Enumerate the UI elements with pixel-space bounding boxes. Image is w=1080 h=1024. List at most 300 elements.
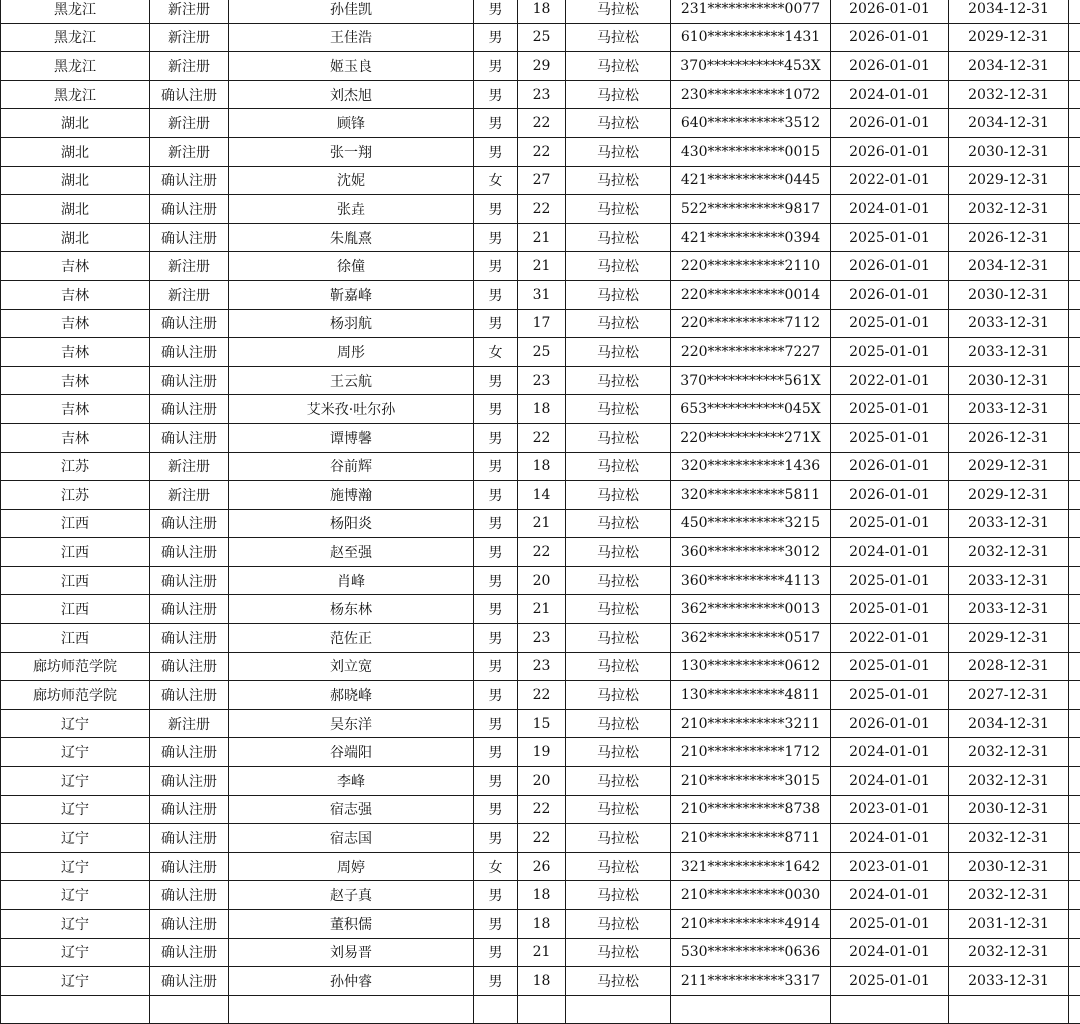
table-row	[1, 709, 1080, 738]
start-date-cell: 2024-01-01	[831, 824, 949, 853]
event-cell: 马拉松	[566, 738, 671, 767]
age-cell: 20	[518, 767, 566, 796]
age-cell: 22	[518, 795, 566, 824]
id-number-cell: 231***********0077	[671, 0, 831, 23]
extra-column-cell	[1069, 109, 1080, 138]
extra-column-cell	[1069, 452, 1080, 481]
id-number-cell: 130***********0612	[671, 652, 831, 681]
age-cell: 18	[518, 967, 566, 996]
id-number-cell: 320***********1436	[671, 452, 831, 481]
event-cell: 马拉松	[566, 824, 671, 853]
start-date-cell: 2026-01-01	[831, 137, 949, 166]
id-number-cell: 210***********4914	[671, 910, 831, 939]
age-cell: 15	[518, 709, 566, 738]
end-date-cell: 2030-12-31	[949, 137, 1069, 166]
start-date-cell: 2025-01-01	[831, 910, 949, 939]
id-number-cell: 640***********3512	[671, 109, 831, 138]
registration-type-cell: 新注册	[150, 709, 229, 738]
start-date-cell: 2026-01-01	[831, 252, 949, 281]
name-cell: 范佐正	[229, 624, 474, 653]
id-number-cell: 210***********8711	[671, 824, 831, 853]
registration-type-cell: 新注册	[150, 109, 229, 138]
registration-type-cell: 确认注册	[150, 938, 229, 967]
end-date-cell: 2034-12-31	[949, 252, 1069, 281]
extra-column-cell	[1069, 681, 1080, 710]
event-cell: 马拉松	[566, 195, 671, 224]
start-date-cell: 2024-01-01	[831, 80, 949, 109]
gender-cell: 男	[474, 481, 518, 510]
name-cell: 宿志国	[229, 824, 474, 853]
age-cell: 22	[518, 681, 566, 710]
id-number-cell: 210***********3211	[671, 709, 831, 738]
id-number-cell: 210***********0030	[671, 881, 831, 910]
age-cell: 21	[518, 595, 566, 624]
province-cell: 江西	[1, 509, 150, 538]
gender-cell: 男	[474, 738, 518, 767]
end-date-cell: 2030-12-31	[949, 366, 1069, 395]
extra-column-cell	[1069, 80, 1080, 109]
gender-cell: 男	[474, 223, 518, 252]
name-cell: 徐僮	[229, 252, 474, 281]
province-cell	[1, 995, 150, 1024]
gender-cell: 男	[474, 910, 518, 939]
gender-cell: 男	[474, 52, 518, 81]
province-cell: 江西	[1, 566, 150, 595]
start-date-cell: 2025-01-01	[831, 566, 949, 595]
event-cell	[566, 995, 671, 1024]
id-number-cell: 211***********3317	[671, 967, 831, 996]
event-cell: 马拉松	[566, 423, 671, 452]
province-cell: 吉林	[1, 252, 150, 281]
end-date-cell: 2033-12-31	[949, 509, 1069, 538]
end-date-cell: 2029-12-31	[949, 481, 1069, 510]
extra-column-cell	[1069, 738, 1080, 767]
event-cell: 马拉松	[566, 80, 671, 109]
end-date-cell: 2029-12-31	[949, 624, 1069, 653]
id-number-cell: 362***********0013	[671, 595, 831, 624]
gender-cell: 男	[474, 195, 518, 224]
gender-cell: 男	[474, 452, 518, 481]
id-number-cell: 220***********2110	[671, 252, 831, 281]
table-row	[1, 852, 1080, 881]
name-cell: 张垚	[229, 195, 474, 224]
event-cell: 马拉松	[566, 395, 671, 424]
end-date-cell: 2029-12-31	[949, 452, 1069, 481]
event-cell: 马拉松	[566, 509, 671, 538]
age-cell: 21	[518, 223, 566, 252]
table-row	[1, 52, 1080, 81]
table-body	[1, 0, 1080, 1024]
age-cell: 14	[518, 481, 566, 510]
age-cell: 18	[518, 881, 566, 910]
age-cell: 22	[518, 538, 566, 567]
name-cell: 王云航	[229, 366, 474, 395]
end-date-cell: 2032-12-31	[949, 195, 1069, 224]
extra-column-cell	[1069, 338, 1080, 367]
end-date-cell: 2027-12-31	[949, 681, 1069, 710]
table-row	[1, 652, 1080, 681]
start-date-cell: 2025-01-01	[831, 338, 949, 367]
gender-cell: 女	[474, 338, 518, 367]
id-number-cell: 210***********1712	[671, 738, 831, 767]
end-date-cell: 2033-12-31	[949, 309, 1069, 338]
event-cell: 马拉松	[566, 109, 671, 138]
province-cell: 辽宁	[1, 709, 150, 738]
event-cell: 马拉松	[566, 624, 671, 653]
province-cell: 湖北	[1, 109, 150, 138]
name-cell: 李峰	[229, 767, 474, 796]
province-cell: 吉林	[1, 309, 150, 338]
table-row	[1, 738, 1080, 767]
start-date-cell: 2025-01-01	[831, 595, 949, 624]
extra-column-cell	[1069, 395, 1080, 424]
registration-type-cell: 确认注册	[150, 738, 229, 767]
extra-column-cell	[1069, 652, 1080, 681]
province-cell: 江西	[1, 624, 150, 653]
province-cell: 江西	[1, 595, 150, 624]
name-cell: 赵子真	[229, 881, 474, 910]
event-cell: 马拉松	[566, 280, 671, 309]
table-row	[1, 938, 1080, 967]
start-date-cell: 2023-01-01	[831, 795, 949, 824]
name-cell: 周婷	[229, 852, 474, 881]
event-cell: 马拉松	[566, 852, 671, 881]
age-cell: 22	[518, 423, 566, 452]
registration-type-cell: 新注册	[150, 452, 229, 481]
id-number-cell: 130***********4811	[671, 681, 831, 710]
name-cell: 杨阳炎	[229, 509, 474, 538]
province-cell: 黑龙江	[1, 23, 150, 52]
gender-cell: 男	[474, 595, 518, 624]
province-cell: 江西	[1, 538, 150, 567]
extra-column-cell	[1069, 509, 1080, 538]
extra-column-cell	[1069, 195, 1080, 224]
table-row	[1, 423, 1080, 452]
province-cell: 辽宁	[1, 738, 150, 767]
start-date-cell	[831, 995, 949, 1024]
name-cell: 郝晓峰	[229, 681, 474, 710]
table-row	[1, 0, 1080, 23]
gender-cell: 男	[474, 109, 518, 138]
province-cell: 辽宁	[1, 967, 150, 996]
province-cell: 江苏	[1, 481, 150, 510]
end-date-cell: 2030-12-31	[949, 852, 1069, 881]
gender-cell: 女	[474, 852, 518, 881]
province-cell: 辽宁	[1, 795, 150, 824]
table-row	[1, 137, 1080, 166]
name-cell: 孙佳凯	[229, 0, 474, 23]
gender-cell: 男	[474, 280, 518, 309]
province-cell: 廊坊师范学院	[1, 681, 150, 710]
registration-type-cell: 新注册	[150, 481, 229, 510]
end-date-cell: 2029-12-31	[949, 23, 1069, 52]
extra-column-cell	[1069, 595, 1080, 624]
event-cell: 马拉松	[566, 338, 671, 367]
province-cell: 黑龙江	[1, 0, 150, 23]
id-number-cell: 530***********0636	[671, 938, 831, 967]
age-cell: 19	[518, 738, 566, 767]
start-date-cell: 2024-01-01	[831, 195, 949, 224]
extra-column-cell	[1069, 910, 1080, 939]
registration-type-cell	[150, 995, 229, 1024]
event-cell: 马拉松	[566, 481, 671, 510]
end-date-cell: 2032-12-31	[949, 824, 1069, 853]
end-date-cell: 2032-12-31	[949, 738, 1069, 767]
end-date-cell: 2029-12-31	[949, 166, 1069, 195]
gender-cell: 女	[474, 166, 518, 195]
end-date-cell: 2033-12-31	[949, 595, 1069, 624]
id-number-cell: 522***********9817	[671, 195, 831, 224]
table-row	[1, 452, 1080, 481]
gender-cell: 男	[474, 709, 518, 738]
age-cell: 31	[518, 280, 566, 309]
table-row	[1, 195, 1080, 224]
id-number-cell: 220***********7227	[671, 338, 831, 367]
end-date-cell: 2033-12-31	[949, 566, 1069, 595]
gender-cell	[474, 995, 518, 1024]
end-date-cell: 2032-12-31	[949, 938, 1069, 967]
registration-type-cell: 确认注册	[150, 852, 229, 881]
table-row	[1, 481, 1080, 510]
id-number-cell	[671, 995, 831, 1024]
age-cell: 18	[518, 910, 566, 939]
name-cell: 刘易晋	[229, 938, 474, 967]
start-date-cell: 2022-01-01	[831, 624, 949, 653]
event-cell: 马拉松	[566, 566, 671, 595]
end-date-cell: 2034-12-31	[949, 109, 1069, 138]
id-number-cell: 430***********0015	[671, 137, 831, 166]
name-cell: 沈妮	[229, 166, 474, 195]
extra-column-cell	[1069, 538, 1080, 567]
gender-cell: 男	[474, 624, 518, 653]
registration-type-cell: 确认注册	[150, 338, 229, 367]
age-cell: 20	[518, 566, 566, 595]
extra-column-cell	[1069, 481, 1080, 510]
table-row	[1, 223, 1080, 252]
start-date-cell: 2023-01-01	[831, 852, 949, 881]
end-date-cell: 2032-12-31	[949, 538, 1069, 567]
end-date-cell: 2031-12-31	[949, 910, 1069, 939]
gender-cell: 男	[474, 881, 518, 910]
event-cell: 马拉松	[566, 795, 671, 824]
event-cell: 马拉松	[566, 681, 671, 710]
name-cell: 王佳浩	[229, 23, 474, 52]
name-cell: 赵至强	[229, 538, 474, 567]
event-cell: 马拉松	[566, 52, 671, 81]
gender-cell: 男	[474, 824, 518, 853]
start-date-cell: 2025-01-01	[831, 423, 949, 452]
age-cell: 18	[518, 0, 566, 23]
age-cell	[518, 995, 566, 1024]
id-number-cell: 653***********045X	[671, 395, 831, 424]
table-row	[1, 595, 1080, 624]
id-number-cell: 421***********0445	[671, 166, 831, 195]
province-cell: 黑龙江	[1, 80, 150, 109]
start-date-cell: 2022-01-01	[831, 166, 949, 195]
event-cell: 马拉松	[566, 967, 671, 996]
end-date-cell: 2030-12-31	[949, 280, 1069, 309]
registration-type-cell: 新注册	[150, 52, 229, 81]
province-cell: 廊坊师范学院	[1, 652, 150, 681]
id-number-cell: 321***********1642	[671, 852, 831, 881]
name-cell: 谷端阳	[229, 738, 474, 767]
extra-column-cell	[1069, 881, 1080, 910]
id-number-cell: 220***********271X	[671, 423, 831, 452]
name-cell: 谷前辉	[229, 452, 474, 481]
event-cell: 马拉松	[566, 0, 671, 23]
age-cell: 22	[518, 109, 566, 138]
extra-column-cell	[1069, 223, 1080, 252]
start-date-cell: 2022-01-01	[831, 366, 949, 395]
name-cell: 孙仲睿	[229, 967, 474, 996]
table-row	[1, 681, 1080, 710]
table-row	[1, 80, 1080, 109]
age-cell: 26	[518, 852, 566, 881]
id-number-cell: 210***********8738	[671, 795, 831, 824]
gender-cell: 男	[474, 538, 518, 567]
event-cell: 马拉松	[566, 595, 671, 624]
extra-column-cell	[1069, 137, 1080, 166]
province-cell: 辽宁	[1, 852, 150, 881]
registration-type-cell: 新注册	[150, 252, 229, 281]
end-date-cell: 2033-12-31	[949, 967, 1069, 996]
registration-type-cell: 确认注册	[150, 195, 229, 224]
registration-type-cell: 确认注册	[150, 595, 229, 624]
province-cell: 辽宁	[1, 881, 150, 910]
end-date-cell: 2033-12-31	[949, 395, 1069, 424]
end-date-cell: 2034-12-31	[949, 709, 1069, 738]
gender-cell: 男	[474, 938, 518, 967]
table-row	[1, 910, 1080, 939]
age-cell: 22	[518, 137, 566, 166]
table-row	[1, 767, 1080, 796]
event-cell: 马拉松	[566, 452, 671, 481]
extra-column-cell	[1069, 23, 1080, 52]
id-number-cell: 450***********3215	[671, 509, 831, 538]
table-row	[1, 366, 1080, 395]
registration-type-cell: 新注册	[150, 0, 229, 23]
id-number-cell: 370***********561X	[671, 366, 831, 395]
province-cell: 黑龙江	[1, 52, 150, 81]
extra-column-cell	[1069, 166, 1080, 195]
table-row	[1, 995, 1080, 1024]
table-row	[1, 338, 1080, 367]
extra-column-cell	[1069, 795, 1080, 824]
event-cell: 马拉松	[566, 166, 671, 195]
name-cell: 董积儒	[229, 910, 474, 939]
age-cell: 25	[518, 23, 566, 52]
table-row	[1, 395, 1080, 424]
age-cell: 21	[518, 509, 566, 538]
start-date-cell: 2025-01-01	[831, 652, 949, 681]
age-cell: 22	[518, 195, 566, 224]
name-cell: 杨东林	[229, 595, 474, 624]
gender-cell: 男	[474, 395, 518, 424]
id-number-cell: 360***********4113	[671, 566, 831, 595]
province-cell: 吉林	[1, 423, 150, 452]
id-number-cell: 210***********3015	[671, 767, 831, 796]
province-cell: 吉林	[1, 338, 150, 367]
table-row	[1, 967, 1080, 996]
end-date-cell: 2026-12-31	[949, 423, 1069, 452]
province-cell: 辽宁	[1, 767, 150, 796]
start-date-cell: 2024-01-01	[831, 738, 949, 767]
extra-column-cell	[1069, 624, 1080, 653]
extra-column-cell	[1069, 252, 1080, 281]
name-cell: 谭博馨	[229, 423, 474, 452]
age-cell: 27	[518, 166, 566, 195]
end-date-cell: 2026-12-31	[949, 223, 1069, 252]
id-number-cell: 610***********1431	[671, 23, 831, 52]
gender-cell: 男	[474, 566, 518, 595]
event-cell: 马拉松	[566, 910, 671, 939]
end-date-cell: 2033-12-31	[949, 338, 1069, 367]
table-row	[1, 309, 1080, 338]
event-cell: 马拉松	[566, 309, 671, 338]
start-date-cell: 2026-01-01	[831, 109, 949, 138]
extra-column-cell	[1069, 767, 1080, 796]
province-cell: 吉林	[1, 366, 150, 395]
event-cell: 马拉松	[566, 767, 671, 796]
table-row	[1, 252, 1080, 281]
name-cell: 施博瀚	[229, 481, 474, 510]
registration-type-cell: 确认注册	[150, 910, 229, 939]
province-cell: 湖北	[1, 166, 150, 195]
end-date-cell: 2032-12-31	[949, 80, 1069, 109]
start-date-cell: 2026-01-01	[831, 23, 949, 52]
event-cell: 马拉松	[566, 366, 671, 395]
registration-type-cell: 确认注册	[150, 538, 229, 567]
registration-type-cell: 确认注册	[150, 309, 229, 338]
end-date-cell: 2032-12-31	[949, 881, 1069, 910]
id-number-cell: 220***********7112	[671, 309, 831, 338]
start-date-cell: 2024-01-01	[831, 938, 949, 967]
start-date-cell: 2025-01-01	[831, 681, 949, 710]
registration-type-cell: 确认注册	[150, 566, 229, 595]
start-date-cell: 2026-01-01	[831, 452, 949, 481]
province-cell: 吉林	[1, 395, 150, 424]
event-cell: 马拉松	[566, 137, 671, 166]
registration-type-cell: 确认注册	[150, 166, 229, 195]
registration-type-cell: 确认注册	[150, 423, 229, 452]
province-cell: 湖北	[1, 223, 150, 252]
age-cell: 18	[518, 395, 566, 424]
extra-column-cell	[1069, 995, 1080, 1024]
table-row	[1, 566, 1080, 595]
age-cell: 18	[518, 452, 566, 481]
gender-cell: 男	[474, 681, 518, 710]
gender-cell: 男	[474, 509, 518, 538]
gender-cell: 男	[474, 795, 518, 824]
start-date-cell: 2025-01-01	[831, 395, 949, 424]
registration-type-cell: 确认注册	[150, 395, 229, 424]
id-number-cell: 230***********1072	[671, 80, 831, 109]
registration-type-cell: 确认注册	[150, 967, 229, 996]
gender-cell: 男	[474, 366, 518, 395]
id-number-cell: 362***********0517	[671, 624, 831, 653]
registration-type-cell: 新注册	[150, 280, 229, 309]
table-row	[1, 166, 1080, 195]
extra-column-cell	[1069, 423, 1080, 452]
province-cell: 辽宁	[1, 910, 150, 939]
event-cell: 马拉松	[566, 709, 671, 738]
start-date-cell: 2025-01-01	[831, 309, 949, 338]
registration-type-cell: 确认注册	[150, 509, 229, 538]
end-date-cell: 2032-12-31	[949, 767, 1069, 796]
table-row	[1, 280, 1080, 309]
table-row	[1, 795, 1080, 824]
province-cell: 湖北	[1, 195, 150, 224]
